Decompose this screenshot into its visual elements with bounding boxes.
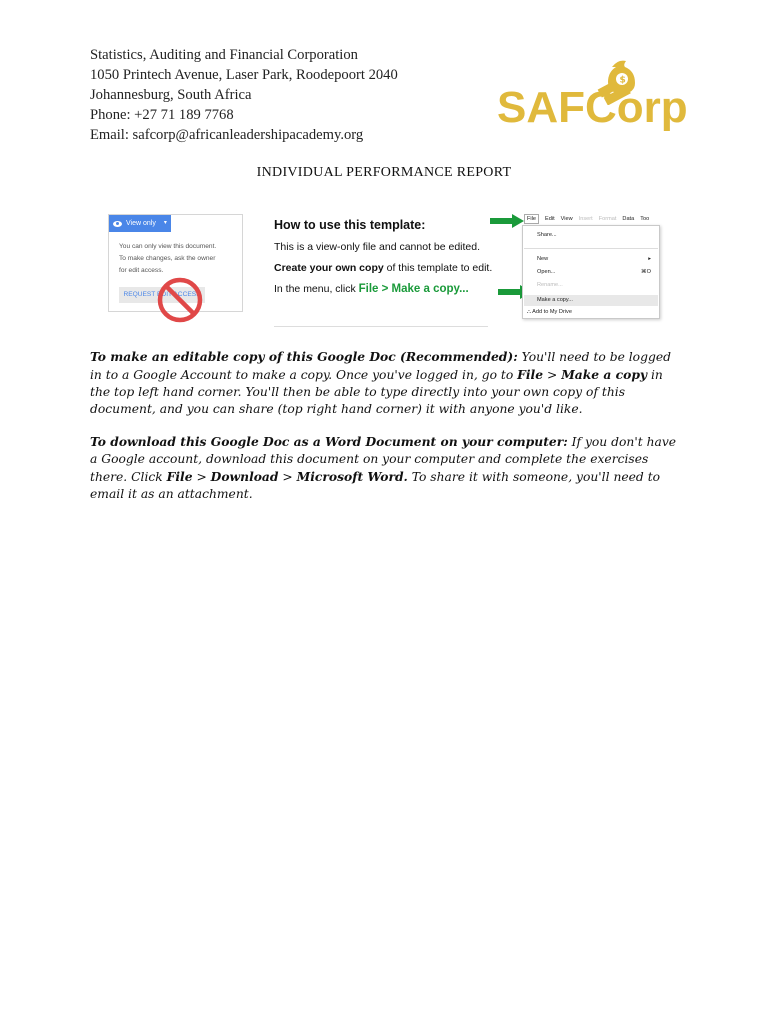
caret-down-icon: ▾: [163, 220, 167, 226]
menu-separator: [524, 248, 658, 249]
howto-line-2: Create your own copy of this template to edit.: [274, 262, 493, 274]
menu-format[interactable]: Format: [598, 216, 617, 222]
menu-item-add-to-drive[interactable]: ⛬ Add to My Drive: [527, 309, 572, 315]
file-dropdown: [522, 225, 660, 319]
address-line-2: Johannesburg, South Africa: [90, 87, 252, 103]
menu-bar: [522, 212, 662, 226]
submenu-arrow-icon: ▸: [648, 256, 651, 262]
menu-tools[interactable]: Too: [640, 216, 650, 222]
howto-title: How to use this template:: [274, 218, 426, 232]
view-only-panel: [108, 214, 243, 312]
safcorp-logo: [495, 55, 688, 145]
divider: [274, 326, 488, 327]
howto-line-1: This is a view-only file and cannot be edited.: [274, 241, 481, 253]
view-only-label: View only: [126, 220, 156, 227]
view-only-message: You can only view this document. To make changes, ask the owner for edit access.: [119, 243, 217, 274]
email: Email: safcorp@africanleadershipacademy.org: [90, 127, 364, 143]
view-only-dropdown[interactable]: [109, 215, 171, 232]
address-line-1: 1050 Printech Avenue, Laser Park, Roodepoort 2040: [90, 67, 398, 83]
menu-edit[interactable]: Edit: [545, 216, 555, 222]
drive-icon: ⛬: [527, 309, 533, 315]
howto-text: [274, 214, 493, 295]
menu-view[interactable]: View: [560, 216, 573, 222]
phone: Phone: +27 71 189 7768: [90, 107, 234, 123]
request-edit-access-button[interactable]: REQUEST EDIT ACCESS: [119, 287, 205, 303]
menu-insert[interactable]: Insert: [578, 216, 593, 222]
menu-item-rename[interactable]: Rename...: [537, 282, 563, 288]
menu-file[interactable]: File: [524, 214, 539, 224]
logo-wordmark: SAFCorp: [497, 83, 688, 132]
menu-item-make-copy[interactable]: Make a copy...: [537, 297, 573, 303]
prohibited-icon: [156, 276, 204, 324]
file-menu-screenshot: [522, 212, 662, 318]
green-arrow-icon: [490, 214, 524, 228]
menu-item-share[interactable]: Share...: [537, 232, 557, 238]
report-title: INDIVIDUAL PERFORMANCE REPORT: [256, 165, 512, 180]
menu-item-new[interactable]: New ▸: [537, 256, 651, 262]
eye-icon: [113, 221, 122, 227]
paragraph-copy-instructions: To make an editable copy of this Google Doc (Recommended): You'll need to be logged in to a Google Account to make a copy. Once you've logged in, go to File > Make a copy in the top left hand corner. You'll then be able to type directly into your own copy of this document, and you can share (top right hand corner) it with anyone you'd like.: [90, 349, 671, 416]
menu-item-open[interactable]: Open... ⌘O: [537, 269, 651, 275]
howto-line-3: In the menu, click File > Make a copy...: [274, 283, 469, 295]
svg-text:$: $: [619, 75, 626, 86]
shortcut-text: ⌘O: [641, 269, 651, 275]
company-name: Statistics, Auditing and Financial Corporation: [90, 47, 358, 63]
paragraph-download-instructions: To download this Google Doc as a Word Document on your computer: If you don't have a Google account, download this document on your computer and complete the exercises there. Click File > Download > Microsoft Word. To share it with someone, you'll need to email it as an attachment.: [90, 434, 677, 501]
template-instructions-banner: [92, 208, 678, 326]
company-address: [90, 45, 398, 145]
menu-data[interactable]: Data: [622, 216, 635, 222]
